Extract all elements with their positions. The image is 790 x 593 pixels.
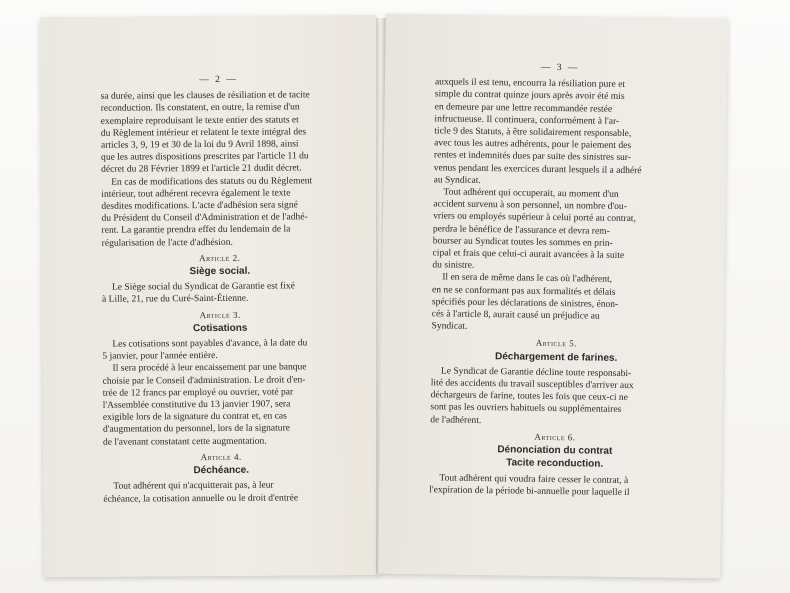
text-line: En cas de modifications des statuts ou du Règlement xyxy=(111,174,313,188)
text-line: vriers ou employés supérieur à celui porté au contrat, xyxy=(433,210,636,225)
text-line: lité des accidents du travail susceptibles d'arriver aux xyxy=(430,377,634,392)
text-line: Le Siège social du Syndicat de Garantie est fixé xyxy=(111,280,295,293)
text-line: Le Syndicat de Garantie décline toute responsabi- xyxy=(440,365,632,379)
text-line: de l'avenant constatant cette augmentation. xyxy=(102,435,267,448)
paragraph xyxy=(434,77,686,190)
text-line: sont pas les ouvriers habituels ou supplémentaires xyxy=(430,401,622,416)
text-line: au Syndicat. xyxy=(433,174,481,186)
section-heading: Déchéance. xyxy=(193,464,250,477)
article-label: Article 4. xyxy=(200,451,242,462)
text-line: déchargeurs de farine, toutes les fois que ceux-ci ne xyxy=(430,389,628,404)
text-line: de l'adhérent. xyxy=(430,413,482,426)
text-line: infructueuse. Il continuera, conformément à l'ar- xyxy=(434,113,620,127)
paragraph xyxy=(431,272,682,337)
section-heading: Déchargement de farines. xyxy=(494,350,618,364)
article-label: Article 3. xyxy=(199,309,241,320)
text-line: Tout adhérent qui voudra faire cesser le contrat, à xyxy=(439,471,629,486)
text-line: l'expiration de la période bi-annuelle pour laquelle il xyxy=(429,483,630,498)
paragraph xyxy=(430,365,681,430)
text-line: exemplaire reproduisant le texte entier des statuts et xyxy=(100,113,299,127)
text-line: régularisation de l'acte d'adhésion. xyxy=(101,236,233,249)
text-line: choisie par le Conseil d'administration. Le droit d'en- xyxy=(102,374,306,387)
text-line: d'augmentation du personnel, lors de la signature xyxy=(102,422,291,436)
text-line: échéance, la cotisation annuelle ou le droit d'entrée xyxy=(103,491,299,505)
text-line: perdra le bénéfice de l'assurance et devra rem- xyxy=(432,222,610,237)
text-line: l'Assemblée constitutive du 13 janvier 1907, sera xyxy=(102,398,291,411)
section-heading: Dénonciation du contrat xyxy=(497,444,613,457)
text-line: Syndicat. xyxy=(431,320,468,333)
text-line: à Lille, 21, rue du Curé-Saint-Étienne. xyxy=(101,293,249,306)
text-line: du Président du Conseil d'Administration et de l'adhé- xyxy=(101,211,308,224)
text-line: auxquels il est tenu, encourra la résiliation pure et xyxy=(434,76,626,91)
article-label: Article 2. xyxy=(199,252,241,263)
text-line: articles 3, 9, 19 et 30 de la loi du 9 Avril 1898, ainsi xyxy=(100,138,299,151)
right-page-text xyxy=(429,60,685,499)
text-line: reconduction. Ils constatent, en outre, la remise d'un xyxy=(100,101,300,115)
paragraph xyxy=(102,337,338,363)
text-line: sa durée, ainsi que les clauses de résiliation et de tacite xyxy=(100,89,310,102)
text-line: 5 janvier, pour l'année entière. xyxy=(102,350,218,363)
text-line: en ne se conformant pas aux formalités et délais xyxy=(432,283,616,298)
paragraph xyxy=(432,186,683,275)
text-line: bourser au Syndicat toutes les sommes en prin- xyxy=(432,235,613,249)
text-line: Il en sera de même dans le cas où l'adhérent, xyxy=(442,271,613,286)
text-line: avec tous les autres adhérents, pour le paiement des xyxy=(434,137,632,152)
paragraph xyxy=(102,362,339,449)
text-line: intérieur, tout adhérent recevra également le texte xyxy=(101,187,291,200)
text-line: Les cotisations sont payables d'avance, à la date du xyxy=(112,337,308,350)
paragraph xyxy=(101,89,338,176)
paragraph xyxy=(102,280,338,306)
text-line: spécifiés pour les déclarations de sinistres, énon- xyxy=(431,296,619,310)
section-heading: Tacite reconduction. xyxy=(506,457,604,471)
text-line: accident survenu à son personnel, un nombre d'ou- xyxy=(433,198,628,213)
text-line: décret du 28 Février 1899 et l'article 21 dudit décret. xyxy=(101,162,302,176)
article-label: Article 6. xyxy=(534,431,576,443)
text-line: que les autres dispositions prescrites par l'article 11 du xyxy=(100,150,309,163)
text-line: venus pendant les exercices durant lesquels il a adhéré xyxy=(433,161,642,176)
page-number: — 3 — xyxy=(540,62,580,74)
text-line: rent. La garantie prendra effet du lendemain de la xyxy=(101,223,291,237)
text-line: ticle 9 des Statuts, à être solidairement responsable, xyxy=(434,125,632,140)
text-line: desdites modifications. L'acte d'adhésion sera signé xyxy=(101,199,298,212)
right-page xyxy=(378,14,728,579)
text-line: Tout adhérent qui occuperait, au moment d'un xyxy=(443,186,619,200)
article-label: Article 5. xyxy=(535,338,577,349)
text-line: cés à l'article 8, aurait causé un préjudice au xyxy=(431,308,600,322)
section-heading: Siège social. xyxy=(189,265,251,278)
paragraph xyxy=(101,175,338,250)
text-line: du Règlement intérieur et relatent le texte intégral des xyxy=(100,126,307,139)
paragraph xyxy=(103,479,339,505)
text-line: exigible lors de la signature du contrat et, en cas xyxy=(102,410,287,424)
left-page xyxy=(40,15,380,577)
text-line: trée de 12 francs par employé ou ouvrier, voté par xyxy=(102,386,294,399)
left-page-text xyxy=(100,73,339,505)
text-line: cipal et frais que celui-ci aurait avancées à la suite xyxy=(432,247,625,262)
text-line: Il sera procédé à leur encaissement par une banque xyxy=(112,361,307,375)
text-line: en demeure par une lettre recommandée restée xyxy=(434,100,613,115)
page-number: — 2 — xyxy=(199,74,238,86)
text-line: du sinistre. xyxy=(432,259,475,272)
text-line: simple du contrat quinze jours après avoir été mis xyxy=(434,88,625,103)
paragraph xyxy=(429,472,679,500)
section-heading: Cotisations xyxy=(192,322,248,334)
text-line: Tout adhérent qui n'acquitterait pas, à leur xyxy=(113,479,274,492)
text-line: rentes et indemnités dues par suite des sinistres sur- xyxy=(433,149,632,164)
